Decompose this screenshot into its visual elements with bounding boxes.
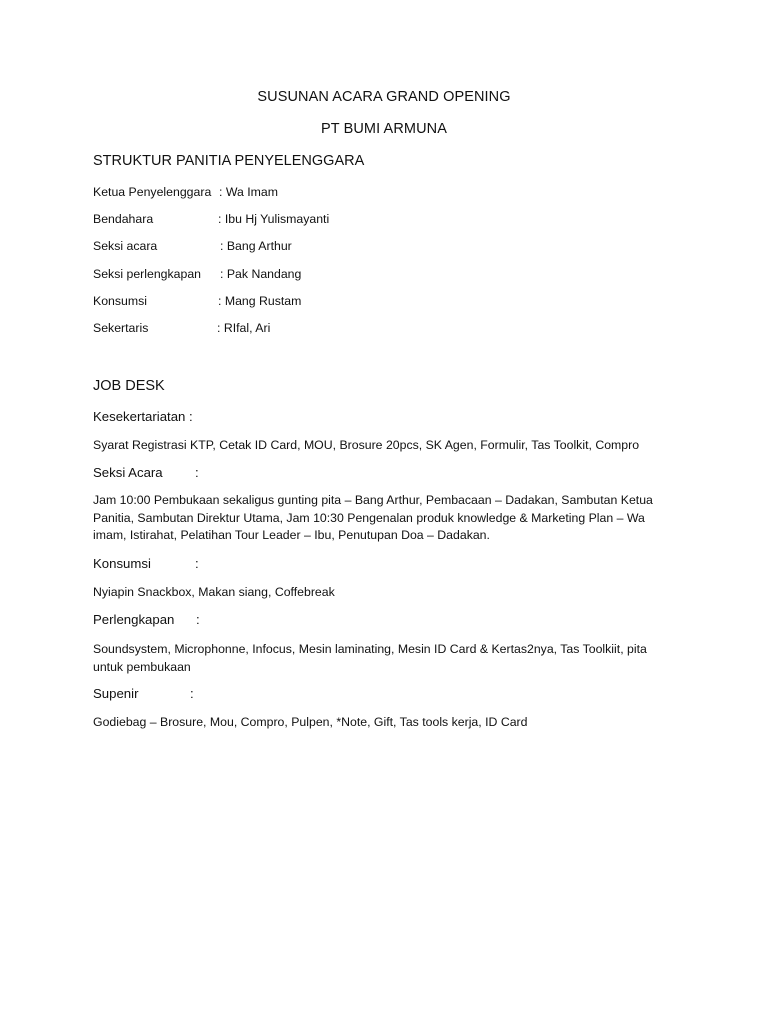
committee-member: : Wa Imam <box>219 185 278 199</box>
jobdesk-section-content: Godiebag – Brosure, Mou, Compro, Pulpen, *Note, Gift, Tas tools kerja, ID Card <box>93 715 528 729</box>
committee-role: Seksi acara <box>93 239 158 253</box>
document-title: SUSUNAN ACARA GRAND OPENING <box>257 89 511 105</box>
section-label-text: Seksi Acara <box>93 465 163 480</box>
section-label-colon: : <box>196 612 200 627</box>
committee-member: : Mang Rustam <box>218 294 302 308</box>
committee-member: : Bang Arthur <box>220 239 292 253</box>
committee-heading: STRUKTUR PANITIA PENYELENGGARA <box>93 153 365 169</box>
section-label-text: Perlengkapan <box>93 612 175 627</box>
jobdesk-section-label <box>93 556 199 571</box>
jobdesk-section-content: Jam 10:00 Pembukaan sekaligus gunting pita – Bang Arthur, Pembacaan – Dadakan, Sambutan Ketua Panitia, Sambutan Direktur Utama, Jam 10:30 Pengenalan produk knowledge & Marketing Plan – Wa imam, Istirahat, Pelatihan Tour Leader – Ibu, Penutupan Doa – Dadakan. <box>93 493 653 542</box>
jobdesk-section-label <box>93 612 200 627</box>
section-label-text: Kesekertariatan : <box>93 409 193 424</box>
committee-member: : RIfal, Ari <box>217 321 271 335</box>
section-label-colon: : <box>195 556 199 571</box>
committee-member: : Pak Nandang <box>220 267 302 281</box>
section-label-text: Konsumsi <box>93 556 151 571</box>
section-label-colon: : <box>190 686 194 701</box>
jobdesk-section-label <box>93 686 194 701</box>
jobdesk-section-content: Nyiapin Snackbox, Makan siang, Coffebreak <box>93 585 335 599</box>
section-label-text: Supenir <box>93 686 139 701</box>
company-name: PT BUMI ARMUNA <box>320 121 447 137</box>
committee-role: Bendahara <box>93 212 154 226</box>
jobdesk-section-content: Syarat Registrasi KTP, Cetak ID Card, MOU, Brosure 20pcs, SK Agen, Formulir, Tas Toolkit, Compro <box>93 438 640 452</box>
jobdesk-heading: JOB DESK <box>93 378 165 394</box>
committee-member: : Ibu Hj Yulismayanti <box>218 212 330 226</box>
jobdesk-section-label <box>93 409 193 424</box>
section-label-colon: : <box>195 465 199 480</box>
jobdesk-section-label <box>93 465 199 480</box>
committee-role: Konsumsi <box>93 294 147 308</box>
committee-role: Seksi perlengkapan <box>93 267 202 281</box>
committee-role: Ketua Penyelenggara <box>93 185 212 199</box>
jobdesk-section-content: Soundsystem, Microphonne, Infocus, Mesin laminating, Mesin ID Card & Kertas2nya, Tas Toolkiit, pita untuk pembukaan <box>93 642 647 674</box>
committee-role: Sekertaris <box>93 321 149 335</box>
